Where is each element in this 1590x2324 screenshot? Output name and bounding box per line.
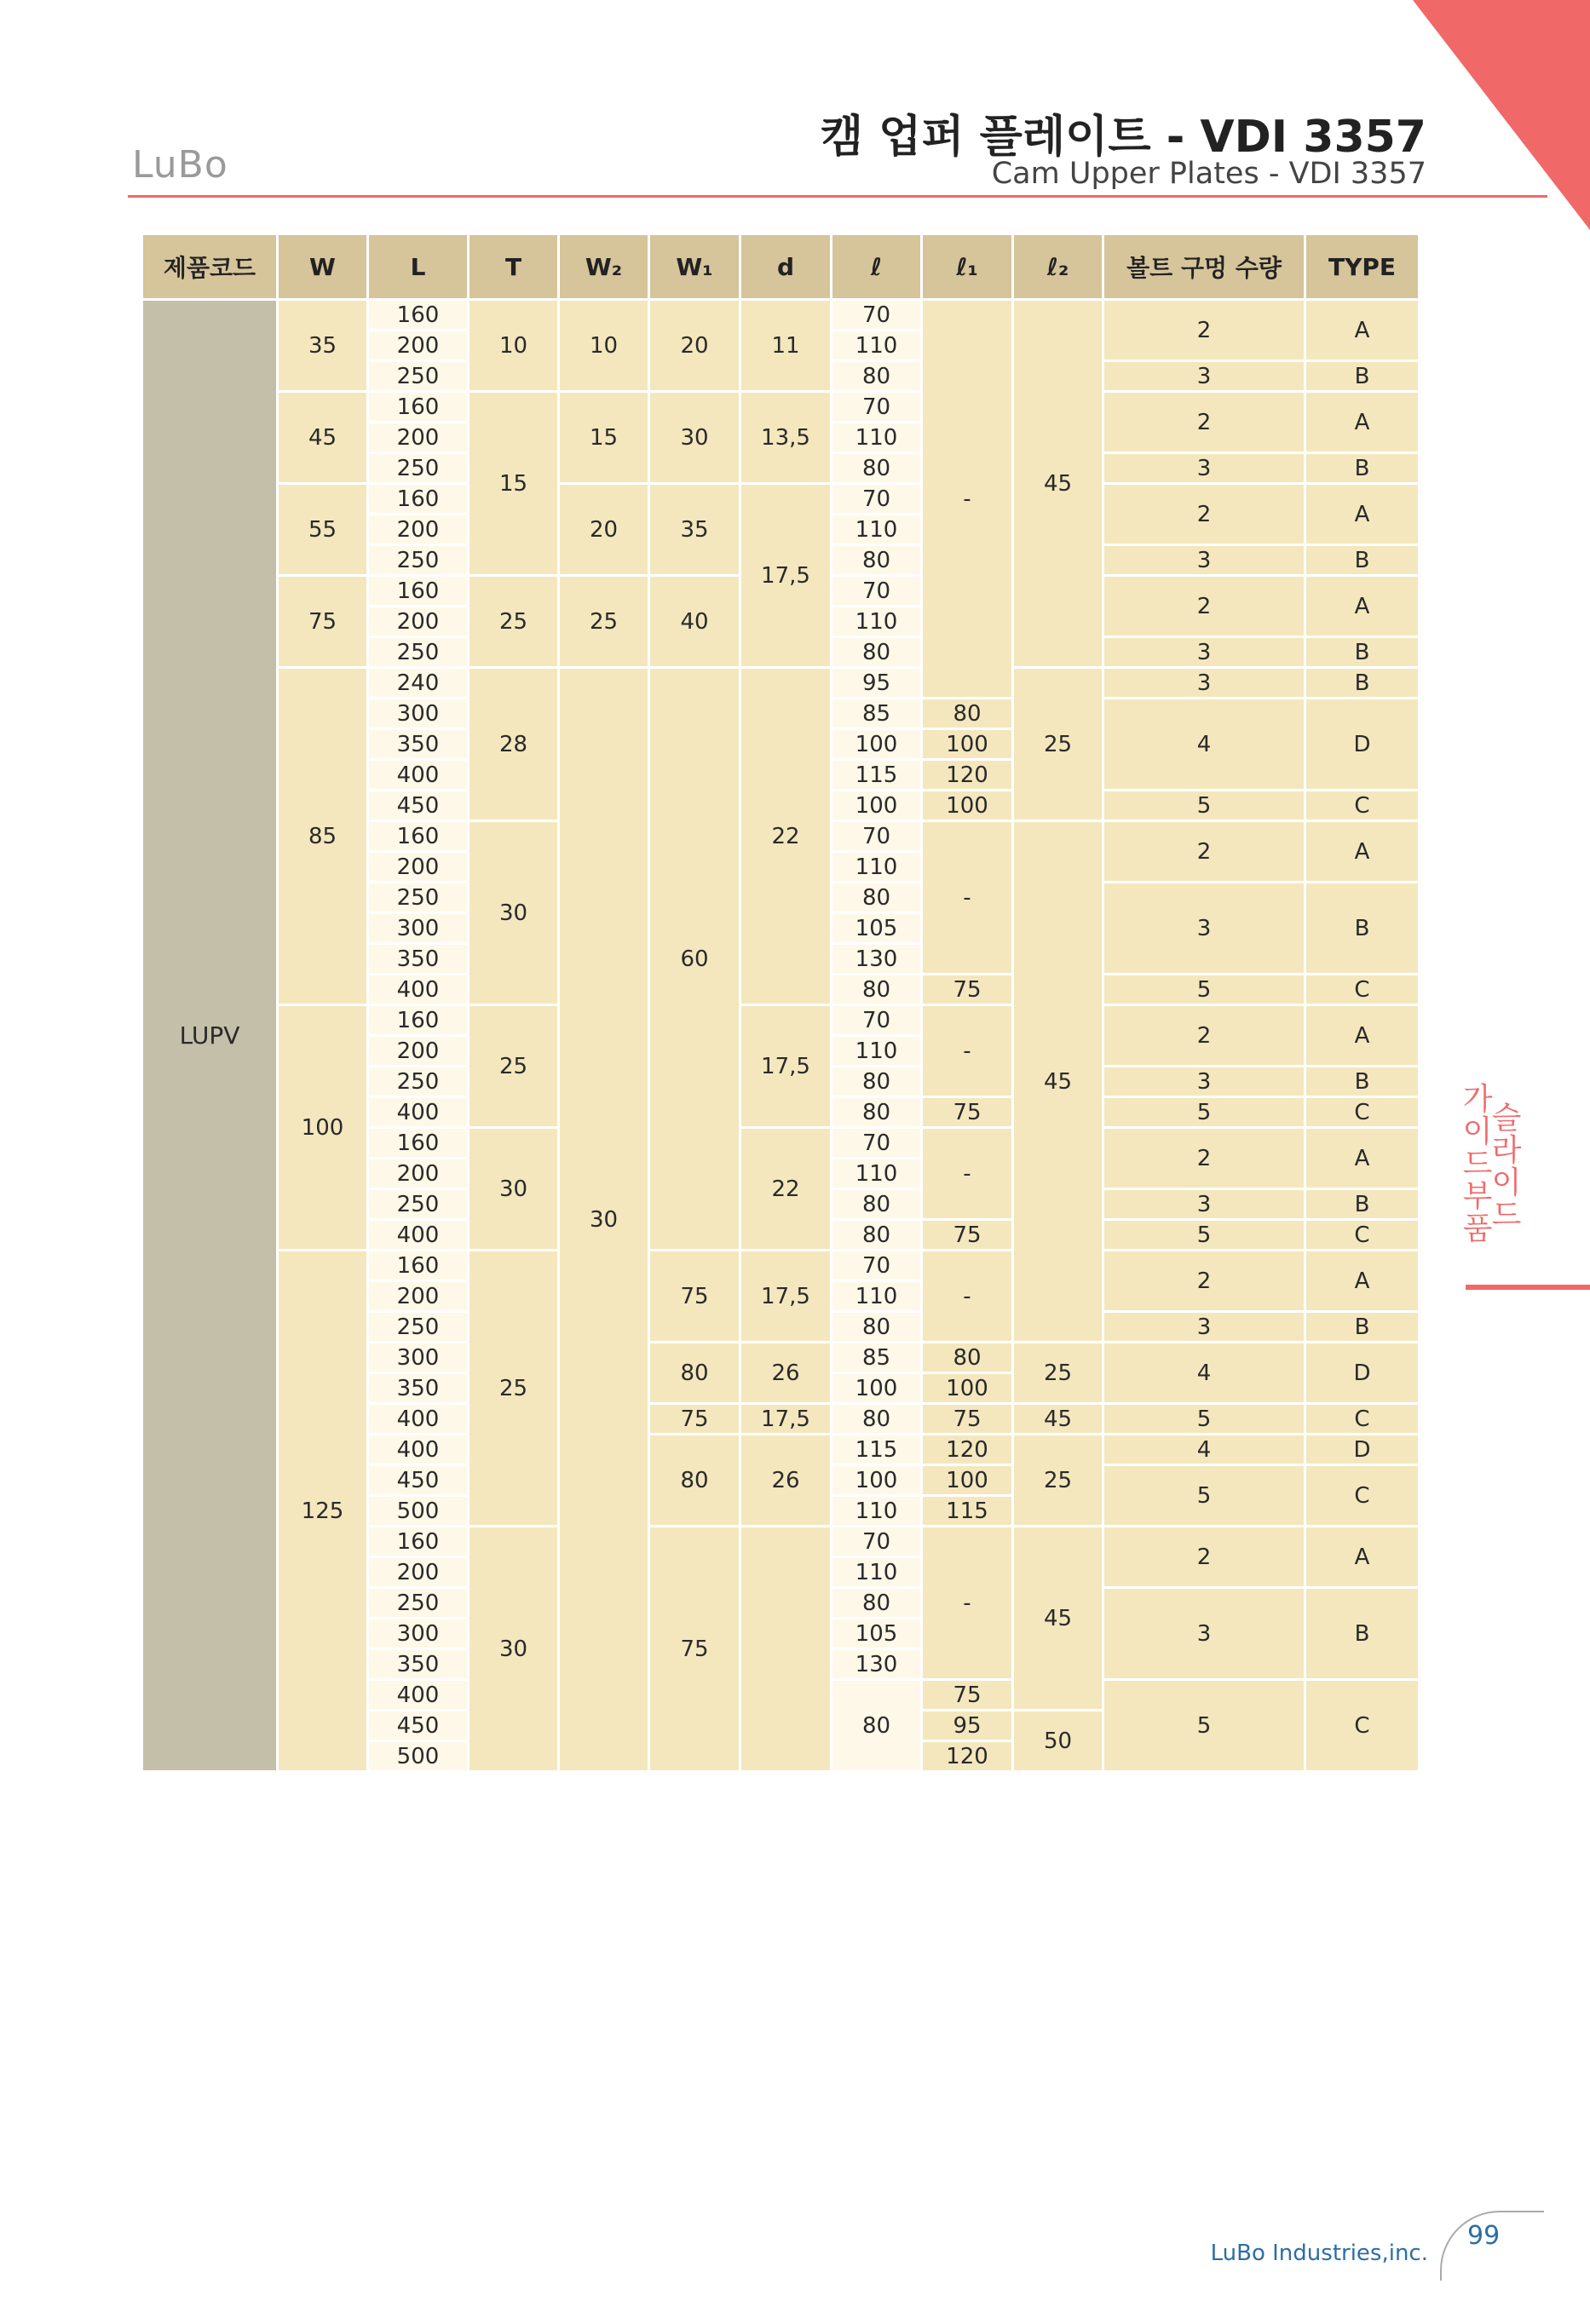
l1-cell: - — [922, 1005, 1013, 1097]
l-cell: 200 — [368, 331, 469, 361]
col-header-l1: ℓ₁ — [922, 234, 1013, 300]
w1-cell: 75 — [649, 1251, 740, 1343]
bolt-holes-cell: 3 — [1103, 1312, 1305, 1343]
col-header-type: TYPE — [1305, 234, 1420, 300]
type-cell: C — [1305, 1680, 1420, 1772]
w-cell: 75 — [278, 576, 368, 668]
bolt-holes-cell: 2 — [1103, 1527, 1305, 1588]
l-cell: 160 — [368, 821, 469, 852]
w1-cell: 40 — [649, 576, 740, 668]
type-cell: B — [1305, 637, 1420, 668]
page-number: 99 — [1467, 2221, 1501, 2251]
type-cell: A — [1305, 300, 1420, 361]
col-header-l-small: ℓ — [832, 234, 922, 300]
bolt-holes-cell: 3 — [1103, 1189, 1305, 1220]
l-small-cell: 80 — [832, 975, 922, 1005]
type-cell: A — [1305, 1128, 1420, 1189]
footer-company: LuBo Industries,inc. — [1210, 2241, 1428, 2266]
l-cell: 250 — [368, 545, 469, 576]
col-header-l: L — [368, 234, 469, 300]
t-cell: 10 — [469, 300, 559, 392]
bolt-holes-cell: 2 — [1103, 300, 1305, 361]
l1-cell: 100 — [922, 1465, 1013, 1496]
bolt-holes-cell: 5 — [1103, 975, 1305, 1005]
l-small-cell: 80 — [832, 453, 922, 484]
side-tab-slide: 슬라이드 — [1491, 1101, 1522, 1233]
code-cell: LUPV — [142, 300, 278, 1772]
l-cell: 160 — [368, 1251, 469, 1281]
bolt-holes-cell: 5 — [1103, 1097, 1305, 1128]
l1-cell: 120 — [922, 1741, 1013, 1772]
d-cell: 17,5 — [740, 1251, 832, 1343]
l-small-cell: 110 — [832, 331, 922, 361]
d-cell — [740, 1527, 832, 1772]
l-small-cell: 70 — [832, 1005, 922, 1036]
l1-cell: 115 — [922, 1496, 1013, 1527]
w2-cell: 30 — [559, 668, 649, 1772]
type-cell: C — [1305, 1097, 1420, 1128]
l2-cell: 45 — [1013, 1404, 1103, 1435]
type-cell: D — [1305, 1343, 1420, 1404]
t-cell: 25 — [469, 1251, 559, 1527]
bolt-holes-cell: 2 — [1103, 576, 1305, 637]
bolt-holes-cell: 2 — [1103, 1128, 1305, 1189]
bolt-holes-cell: 2 — [1103, 484, 1305, 545]
l2-cell: 25 — [1013, 668, 1103, 821]
l-small-cell: 85 — [832, 1343, 922, 1373]
type-cell: B — [1305, 1312, 1420, 1343]
bolt-holes-cell: 5 — [1103, 791, 1305, 821]
l-small-cell: 100 — [832, 729, 922, 760]
l-small-cell: 70 — [832, 1527, 922, 1557]
bolt-holes-cell: 5 — [1103, 1465, 1305, 1527]
w1-cell: 80 — [649, 1435, 740, 1527]
side-tab-guide-parts: 가이드부품 — [1462, 1082, 1493, 1246]
t-cell: 25 — [469, 1005, 559, 1128]
header-divider — [128, 195, 1547, 198]
l-cell: 200 — [368, 1036, 469, 1067]
l-cell: 250 — [368, 453, 469, 484]
spec-table — [141, 233, 1420, 1773]
w-cell: 55 — [278, 484, 368, 576]
bolt-holes-cell: 2 — [1103, 821, 1305, 883]
l-cell: 200 — [368, 515, 469, 545]
type-cell: D — [1305, 699, 1420, 791]
l-cell: 200 — [368, 852, 469, 883]
w-cell: 35 — [278, 300, 368, 392]
page-subtitle: Cam Upper Plates - VDI 3357 — [991, 157, 1426, 191]
type-cell: A — [1305, 1005, 1420, 1067]
l-cell: 160 — [368, 1005, 469, 1036]
type-cell: C — [1305, 791, 1420, 821]
l-cell: 200 — [368, 1557, 469, 1588]
logo: LuBo — [132, 143, 228, 187]
d-cell: 22 — [740, 668, 832, 1005]
l-small-cell: 85 — [832, 699, 922, 729]
l1-cell: 120 — [922, 1435, 1013, 1465]
bolt-holes-cell: 2 — [1103, 1005, 1305, 1067]
type-cell: B — [1305, 1067, 1420, 1097]
side-tab-underline — [1466, 1285, 1590, 1290]
l-cell: 450 — [368, 791, 469, 821]
t-cell: 30 — [469, 1527, 559, 1772]
l-cell: 400 — [368, 975, 469, 1005]
l-cell: 400 — [368, 1097, 469, 1128]
l-small-cell: 80 — [832, 1097, 922, 1128]
table-row — [142, 300, 1420, 331]
l-cell: 300 — [368, 913, 469, 944]
l2-cell: 45 — [1013, 300, 1103, 668]
l-small-cell: 80 — [832, 361, 922, 392]
l-small-cell: 70 — [832, 821, 922, 852]
t-cell: 30 — [469, 821, 559, 1005]
l-small-cell: 110 — [832, 607, 922, 637]
l-small-cell: 70 — [832, 300, 922, 331]
l-cell: 160 — [368, 576, 469, 607]
l-cell: 350 — [368, 1373, 469, 1404]
l-cell: 200 — [368, 423, 469, 453]
w2-cell: 25 — [559, 576, 649, 668]
l-cell: 250 — [368, 361, 469, 392]
d-cell: 26 — [740, 1343, 832, 1404]
w1-cell: 75 — [649, 1404, 740, 1435]
type-cell: B — [1305, 668, 1420, 699]
w2-cell: 10 — [559, 300, 649, 392]
w1-cell: 35 — [649, 484, 740, 576]
l-small-cell: 80 — [832, 883, 922, 913]
table-row — [142, 392, 1420, 423]
w-cell: 85 — [278, 668, 368, 1005]
l-cell: 240 — [368, 668, 469, 699]
col-header-w: W — [278, 234, 368, 300]
l1-cell: 95 — [922, 1711, 1013, 1741]
l2-cell: 25 — [1013, 1343, 1103, 1404]
type-cell: A — [1305, 392, 1420, 453]
l-cell: 350 — [368, 729, 469, 760]
l-cell: 500 — [368, 1496, 469, 1527]
l-cell: 200 — [368, 607, 469, 637]
bolt-holes-cell: 3 — [1103, 883, 1305, 975]
table-row — [142, 1005, 1420, 1036]
l1-cell: - — [922, 1527, 1013, 1680]
l-cell: 160 — [368, 392, 469, 423]
t-cell: 25 — [469, 576, 559, 668]
l1-cell: 80 — [922, 1343, 1013, 1373]
table-row — [142, 484, 1420, 515]
l-small-cell: 110 — [832, 1036, 922, 1067]
l-small-cell: 130 — [832, 1649, 922, 1680]
type-cell: C — [1305, 1465, 1420, 1527]
l-small-cell: 70 — [832, 1251, 922, 1281]
w1-cell: 80 — [649, 1343, 740, 1404]
l-small-cell: 80 — [832, 1588, 922, 1619]
col-header-bolt-holes: 볼트 구멍 수량 — [1103, 234, 1305, 300]
col-header-code: 제품코드 — [142, 234, 278, 300]
l-small-cell: 100 — [832, 1373, 922, 1404]
type-cell: B — [1305, 1588, 1420, 1680]
type-cell: A — [1305, 1251, 1420, 1312]
l-small-cell: 70 — [832, 576, 922, 607]
l-cell: 250 — [368, 1588, 469, 1619]
l-cell: 250 — [368, 1312, 469, 1343]
w2-cell: 15 — [559, 392, 649, 484]
type-cell: C — [1305, 975, 1420, 1005]
d-cell: 11 — [740, 300, 832, 392]
l1-cell: 75 — [922, 1220, 1013, 1251]
l-cell: 160 — [368, 300, 469, 331]
col-header-t: T — [469, 234, 559, 300]
l-cell: 300 — [368, 1343, 469, 1373]
bolt-holes-cell: 3 — [1103, 1067, 1305, 1097]
l-cell: 250 — [368, 637, 469, 668]
type-cell: C — [1305, 1220, 1420, 1251]
bolt-holes-cell: 4 — [1103, 699, 1305, 791]
type-cell: A — [1305, 484, 1420, 545]
l-cell: 300 — [368, 1619, 469, 1649]
l2-cell: 50 — [1013, 1711, 1103, 1772]
l-cell: 160 — [368, 1527, 469, 1557]
type-cell: B — [1305, 883, 1420, 975]
l-small-cell: 80 — [832, 545, 922, 576]
type-cell: C — [1305, 1404, 1420, 1435]
l1-cell: - — [922, 1251, 1013, 1343]
l-small-cell: 110 — [832, 1281, 922, 1312]
d-cell: 13,5 — [740, 392, 832, 484]
l-small-cell: 110 — [832, 852, 922, 883]
t-cell: 15 — [469, 392, 559, 576]
d-cell: 17,5 — [740, 484, 832, 668]
l-cell: 250 — [368, 1067, 469, 1097]
table-header-row — [142, 234, 1420, 300]
bolt-holes-cell: 3 — [1103, 637, 1305, 668]
l2-cell: 45 — [1013, 1527, 1103, 1711]
d-cell: 22 — [740, 1128, 832, 1251]
type-cell: A — [1305, 576, 1420, 637]
col-header-w2: W₂ — [559, 234, 649, 300]
l1-cell: 75 — [922, 1404, 1013, 1435]
w-cell: 100 — [278, 1005, 368, 1251]
l1-cell: 75 — [922, 1680, 1013, 1711]
l-cell: 400 — [368, 760, 469, 791]
l1-cell: 75 — [922, 1097, 1013, 1128]
l-small-cell: 110 — [832, 1557, 922, 1588]
l-cell: 400 — [368, 1404, 469, 1435]
t-cell: 30 — [469, 1128, 559, 1251]
l-small-cell: 130 — [832, 944, 922, 975]
l-cell: 160 — [368, 1128, 469, 1159]
l-cell: 450 — [368, 1465, 469, 1496]
d-cell: 17,5 — [740, 1005, 832, 1128]
type-cell: D — [1305, 1435, 1420, 1465]
l-cell: 400 — [368, 1220, 469, 1251]
l-small-cell: 70 — [832, 1128, 922, 1159]
l-small-cell: 80 — [832, 1189, 922, 1220]
l-small-cell: 105 — [832, 1619, 922, 1649]
type-cell: B — [1305, 545, 1420, 576]
bolt-holes-cell: 3 — [1103, 1588, 1305, 1680]
l-cell: 400 — [368, 1435, 469, 1465]
type-cell: A — [1305, 821, 1420, 883]
w-cell: 125 — [278, 1251, 368, 1772]
bolt-holes-cell: 5 — [1103, 1404, 1305, 1435]
l1-cell: - — [922, 821, 1013, 975]
l-small-cell: 115 — [832, 1435, 922, 1465]
l-cell: 160 — [368, 484, 469, 515]
l-small-cell: 100 — [832, 1465, 922, 1496]
page-title: 캠 업퍼 플레이트 - VDI 3357 — [820, 112, 1426, 163]
l-small-cell: 115 — [832, 760, 922, 791]
l-small-cell: 80 — [832, 1404, 922, 1435]
l-small-cell: 80 — [832, 1067, 922, 1097]
l-small-cell: 110 — [832, 515, 922, 545]
l-small-cell: 110 — [832, 1159, 922, 1189]
l-small-cell: 70 — [832, 392, 922, 423]
l-cell: 250 — [368, 883, 469, 913]
l-small-cell: 70 — [832, 484, 922, 515]
l1-cell: - — [922, 1128, 1013, 1220]
l-small-cell: 80 — [832, 1680, 922, 1772]
t-cell: 28 — [469, 668, 559, 821]
col-header-w1: W₁ — [649, 234, 740, 300]
l-cell: 500 — [368, 1741, 469, 1772]
w1-cell: 20 — [649, 300, 740, 392]
l-cell: 350 — [368, 944, 469, 975]
w1-cell: 75 — [649, 1527, 740, 1772]
l2-cell: 25 — [1013, 1435, 1103, 1527]
l-cell: 350 — [368, 1649, 469, 1680]
l1-cell: 100 — [922, 1373, 1013, 1404]
bolt-holes-cell: 4 — [1103, 1435, 1305, 1465]
bolt-holes-cell: 3 — [1103, 361, 1305, 392]
l1-cell: 75 — [922, 975, 1013, 1005]
l-cell: 400 — [368, 1680, 469, 1711]
l2-cell: 45 — [1013, 821, 1103, 1343]
l-cell: 200 — [368, 1159, 469, 1189]
l1-cell: 80 — [922, 699, 1013, 729]
type-cell: B — [1305, 1189, 1420, 1220]
l1-cell: 120 — [922, 760, 1013, 791]
type-cell: B — [1305, 453, 1420, 484]
l-small-cell: 95 — [832, 668, 922, 699]
w1-cell: 60 — [649, 668, 740, 1251]
l1-cell: 100 — [922, 791, 1013, 821]
l-small-cell: 80 — [832, 637, 922, 668]
bolt-holes-cell: 3 — [1103, 668, 1305, 699]
table-row — [142, 1251, 1420, 1281]
d-cell: 17,5 — [740, 1404, 832, 1435]
l-small-cell: 80 — [832, 1312, 922, 1343]
l-small-cell: 110 — [832, 1496, 922, 1527]
type-cell: B — [1305, 361, 1420, 392]
col-header-d: d — [740, 234, 832, 300]
w-cell: 45 — [278, 392, 368, 484]
bolt-holes-cell: 5 — [1103, 1680, 1305, 1772]
bolt-holes-cell: 2 — [1103, 392, 1305, 453]
l-cell: 250 — [368, 1189, 469, 1220]
col-header-l2: ℓ₂ — [1013, 234, 1103, 300]
l1-cell: - — [922, 300, 1013, 699]
l-small-cell: 110 — [832, 423, 922, 453]
l-cell: 300 — [368, 699, 469, 729]
l1-cell: 100 — [922, 729, 1013, 760]
bolt-holes-cell: 5 — [1103, 1220, 1305, 1251]
l-small-cell: 100 — [832, 791, 922, 821]
w2-cell: 20 — [559, 484, 649, 576]
type-cell: A — [1305, 1527, 1420, 1588]
l-cell: 450 — [368, 1711, 469, 1741]
l-cell: 200 — [368, 1281, 469, 1312]
bolt-holes-cell: 3 — [1103, 453, 1305, 484]
d-cell: 26 — [740, 1435, 832, 1527]
l-small-cell: 105 — [832, 913, 922, 944]
bolt-holes-cell: 4 — [1103, 1343, 1305, 1404]
table-row — [142, 668, 1420, 699]
bolt-holes-cell: 2 — [1103, 1251, 1305, 1312]
w1-cell: 30 — [649, 392, 740, 484]
l-small-cell: 80 — [832, 1220, 922, 1251]
bolt-holes-cell: 3 — [1103, 545, 1305, 576]
